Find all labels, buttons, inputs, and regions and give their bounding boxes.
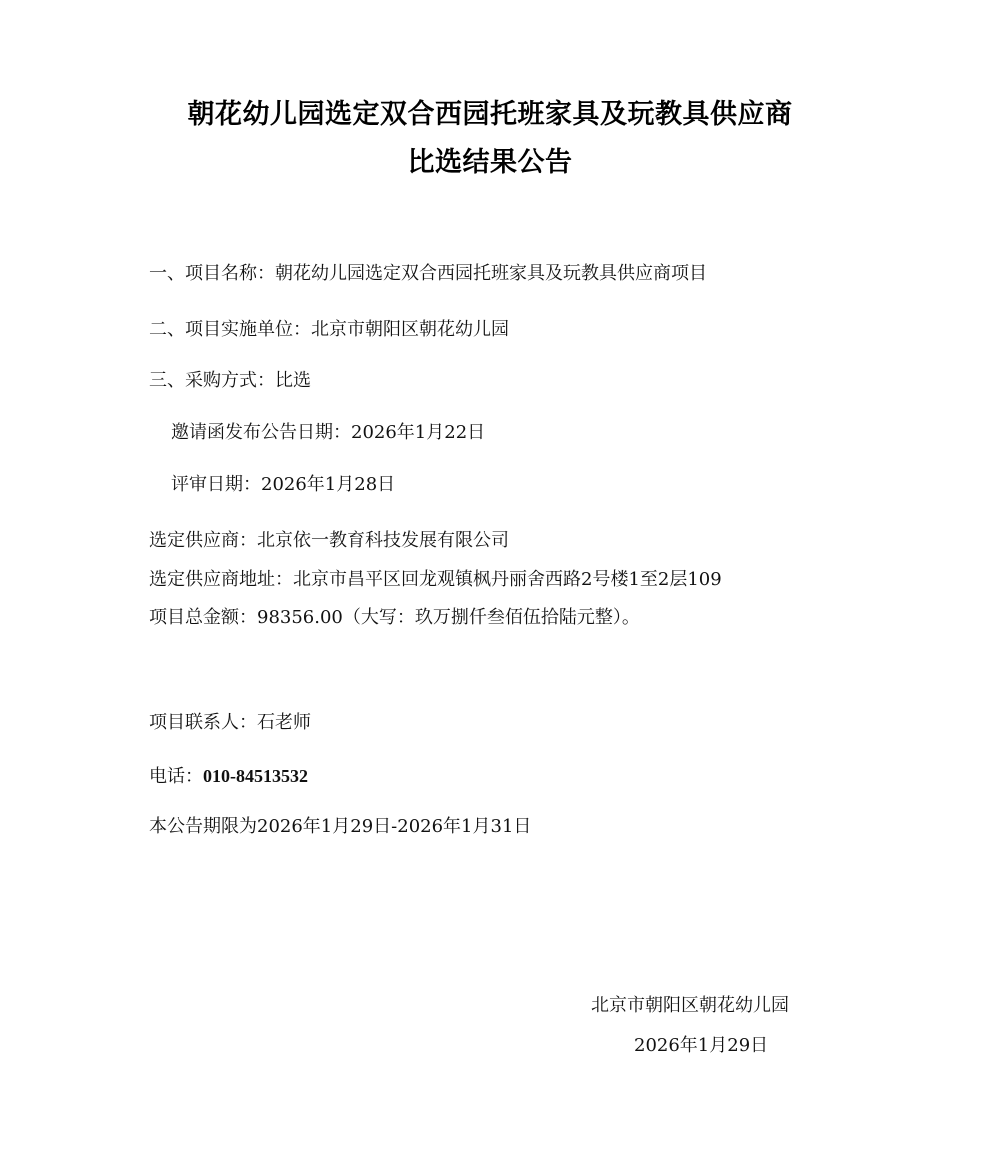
- project-name: 一、项目名称：朝花幼儿园选定双合西园托班家具及玩教具供应商项目: [149, 263, 707, 284]
- selected-supplier: 选定供应商：北京依一教育科技发展有限公司: [149, 530, 509, 551]
- document-title-line-1: 朝花幼儿园选定双合西园托班家具及玩教具供应商: [187, 99, 793, 130]
- signature-date: 2026年1月29日: [634, 1035, 769, 1056]
- invitation-date: 邀请函发布公告日期：2026年1月22日: [171, 422, 486, 443]
- procurement-method: 三、采购方式：比选: [149, 370, 311, 391]
- implementing-unit: 二、项目实施单位：北京市朝阳区朝花幼儿园: [149, 319, 509, 340]
- review-date: 评审日期：2026年1月28日: [171, 474, 396, 495]
- total-amount: 项目总金额：98356.00（大写：玖万捌仟叁佰伍拾陆元整）。: [149, 607, 640, 628]
- signature-organization: 北京市朝阳区朝花幼儿园: [591, 995, 789, 1016]
- phone-label: 电话：: [149, 766, 203, 787]
- phone-line: [149, 764, 308, 789]
- document-title-line-2: 比选结果公告: [407, 147, 573, 178]
- project-contact: 项目联系人：石老师: [149, 712, 311, 733]
- phone-number: 010-84513532: [203, 766, 308, 786]
- supplier-address: 选定供应商地址：北京市昌平区回龙观镇枫丹丽舍西路2号楼1至2层109: [149, 569, 722, 590]
- announcement-period: 本公告期限为2026年1月29日-2026年1月31日: [149, 816, 532, 837]
